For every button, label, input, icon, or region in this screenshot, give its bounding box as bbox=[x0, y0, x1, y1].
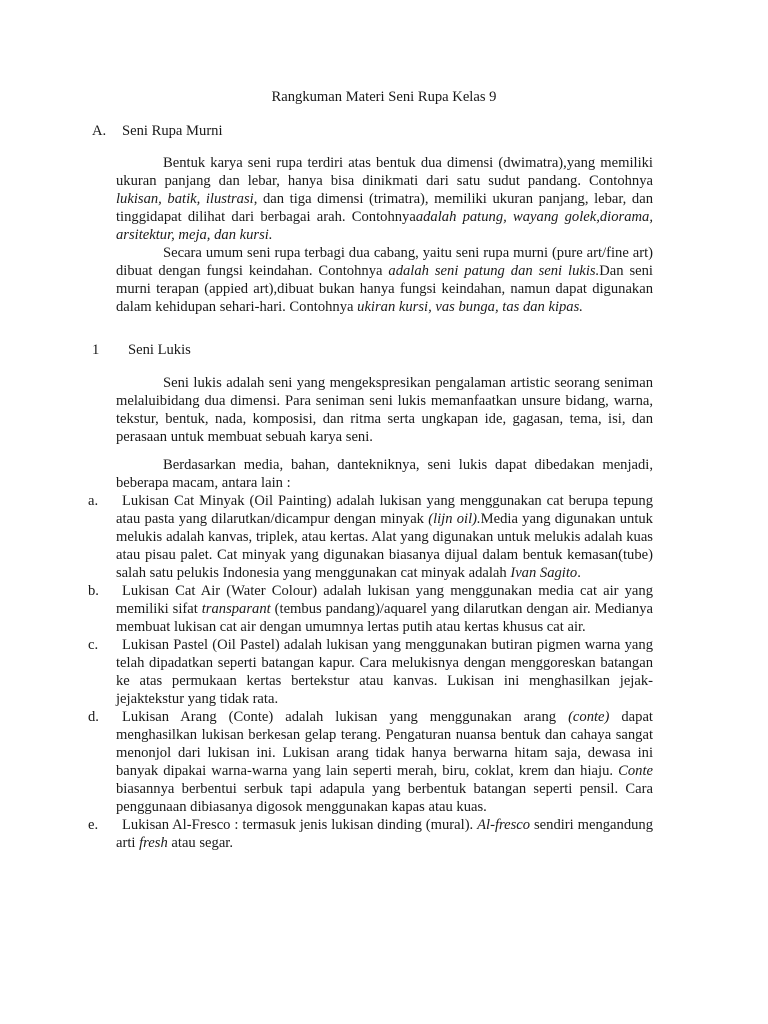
text: biasannya berbentui serbuk tapi adapula yang berbentuk batangan seperti pensil. Cara penggunaan dibiasanya digosok menggunakan kapas atau kuas. bbox=[116, 781, 653, 815]
list-marker: c. bbox=[88, 637, 99, 653]
italic-text: lukisan, batik, ilustrasi bbox=[116, 191, 254, 207]
text: Lukisan Cat Air (Water Colour) adalah lukisan yang menggunakan media cat air yang memiliki sifat bbox=[116, 583, 653, 617]
italic-text: Ivan Sagito bbox=[510, 565, 578, 581]
list-item-al-fresco bbox=[88, 816, 654, 852]
list-item-water-colour bbox=[88, 582, 653, 636]
paragraph-branches bbox=[116, 244, 653, 316]
italic-text: adalah patung, wayang golek,diorama, arsitektur, meja, dan kursi. bbox=[116, 209, 653, 243]
italic-text: Al-fresco bbox=[477, 817, 531, 833]
section-1-heading bbox=[92, 341, 191, 359]
text: atau segar. bbox=[167, 835, 234, 851]
text: Lukisan Al-Fresco : termasuk jenis lukisan dinding (mural). bbox=[122, 817, 478, 833]
section-a-body bbox=[116, 154, 653, 316]
italic-text: fresh bbox=[139, 835, 168, 851]
section-a-title: Seni Rupa Murni bbox=[122, 123, 223, 139]
list-marker: e. bbox=[88, 817, 99, 833]
text: (tembus pandang)/aquarel yang dilarutkan dengan air. Medianya membuat lukisan cat air dengan umumnya lertas putih atau kertas khusus cat air. bbox=[116, 601, 653, 635]
paragraph-types: Berdasarkan media, bahan, dantekniknya, seni lukis dapat dibedakan menjadi, beberapa macam, antara lain : bbox=[116, 457, 653, 491]
italic-text: ukiran kursi, vas bunga, tas dan kipas. bbox=[357, 299, 583, 315]
list-item-conte bbox=[88, 708, 653, 816]
text: Media yang digunakan untuk melukis adalah kanvas, triplek, atau kertas. Alat yang digunakan untuk melukis adalah kuas atau pisau palet. Cat minyak yang digunakan biasanya dijual dalam bentuk kemasan(tube) salah satu pelukis Indonesia yang menggunakan cat minyak adalah bbox=[116, 511, 653, 581]
list-marker: d. bbox=[88, 709, 99, 725]
italic-text: adalah seni patung dan seni lukis. bbox=[388, 263, 600, 279]
paragraph-seni-lukis: Seni lukis adalah seni yang mengekspresikan pengalaman artistic seorang seniman melaluibidang dua dimensi. Para seniman seni lukis memanfaatkan unsure bidang, warna, tekstur, bentuk, nada, komposisi, dan ritma serta ungkapan ide, gagasan, tema, isi, dan perasaan untuk membuat sebuah karya seni. bbox=[116, 375, 653, 445]
italic-text: Conte bbox=[618, 763, 653, 779]
text: Secara umum seni rupa terbagi dua cabang, yaitu seni rupa murni (pure art/fine art) dibuat dengan fungsi keindahan. Contohnya bbox=[116, 245, 653, 279]
list-item-oil-painting bbox=[88, 492, 653, 582]
section-a-marker: A. bbox=[92, 123, 107, 139]
list-marker: a. bbox=[88, 493, 99, 509]
text: Bentuk karya seni rupa terdiri atas bentuk dua dimensi (dwimatra),yang memiliki ukuran panjang dan lebar, hanya bisa dinikmati dari satu sudut pandang. Contohnya bbox=[116, 155, 653, 189]
section-a-heading bbox=[92, 122, 223, 140]
list-marker: b. bbox=[88, 583, 99, 599]
list-item-pastel bbox=[88, 636, 653, 708]
text: Lukisan Pastel (Oil Pastel) adalah lukisan yang menggunakan butiran pigmen warna yang telah dipadatkan seperti batangan kapur. Cara melukisnya dengan menggoreskan batangan ke atas permukaan kertas bertekstur atau kanvas. Lukisan ini menghasilkan jejak-jejaktekstur yang tidak rata. bbox=[116, 637, 653, 707]
text: sendiri mengandung arti bbox=[116, 817, 654, 851]
text: dapat menghasilkan lukisan berkesan gelap terang. Pengaturan nuansa bentuk dan cahaya sangat menonjol dari lukisan ini. Lukisan arang tidak hanya berwarna hitam saja, dewasa ini banyak dipakai warna-warna yang lain seperti merah, biru, coklat, krem dan hiaju. bbox=[116, 709, 653, 779]
section-1-intro bbox=[116, 374, 653, 446]
italic-text: (conte) bbox=[568, 709, 610, 725]
text: . bbox=[577, 565, 581, 581]
text: , dan tiga dimensi (trimatra), memiliki ukuran panjang, lebar, dan tinggidapat dilihat dari berbagai arah. Contohnya bbox=[116, 191, 653, 225]
section-1-marker: 1 bbox=[92, 342, 100, 358]
text: Dan seni murni terapan (appied art),dibuat bukan hanya fungsi keindahan, namun dapat digunakan dalam kehidupan sehari-hari. Contohnya bbox=[116, 263, 653, 315]
text: Lukisan Arang (Conte) adalah lukisan yang menggunakan arang bbox=[122, 709, 569, 725]
paragraph-dimensions bbox=[116, 154, 653, 244]
italic-text: (lijn oil). bbox=[428, 511, 481, 527]
section-1-title: Seni Lukis bbox=[128, 342, 191, 358]
text: Lukisan Cat Minyak (Oil Painting) adalah lukisan yang menggunakan cat berupa tepung atau pasta yang dilarutkan/dicampur dengan minyak bbox=[116, 493, 653, 527]
document-title: Rangkuman Materi Seni Rupa Kelas 9 bbox=[271, 89, 497, 105]
section-1-types-intro bbox=[116, 456, 653, 492]
painting-types-list bbox=[88, 492, 654, 852]
italic-text: transparant bbox=[201, 601, 271, 617]
